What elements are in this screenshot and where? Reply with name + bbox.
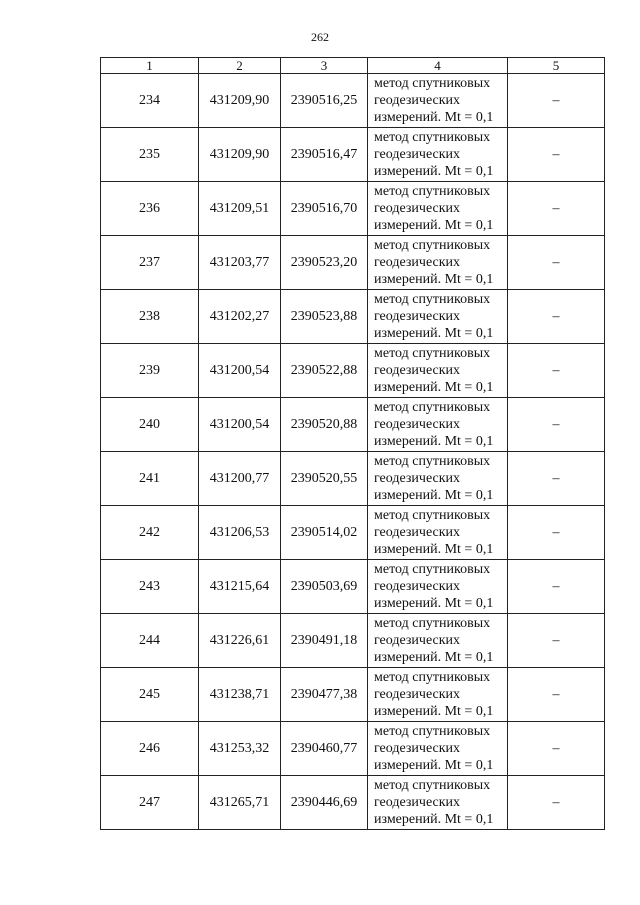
table-row (101, 344, 605, 398)
x-coordinate-cell: 431215,64 (199, 560, 281, 614)
method-line: метод спутниковых (374, 454, 491, 469)
y-coordinate-cell: 2390460,77 (281, 722, 368, 776)
x-coordinate-cell: 431202,27 (199, 290, 281, 344)
method-line: метод спутниковых (374, 724, 491, 739)
method-line: геодезических (374, 417, 461, 432)
method-cell (368, 722, 508, 776)
method-line: метод спутниковых (374, 778, 491, 793)
point-number-cell: 242 (101, 506, 199, 560)
y-coordinate-cell: 2390522,88 (281, 344, 368, 398)
method-line: геодезических (374, 633, 461, 648)
note-cell: – (508, 506, 605, 560)
point-number-cell: 247 (101, 776, 199, 830)
point-number-cell: 234 (101, 74, 199, 128)
table-header (101, 58, 605, 74)
table-row (101, 290, 605, 344)
method-line: геодезических (374, 201, 461, 216)
point-number-cell: 243 (101, 560, 199, 614)
method-line: измерений. Mt = 0,1 (374, 650, 494, 665)
method-line: измерений. Mt = 0,1 (374, 326, 494, 341)
method-line: измерений. Mt = 0,1 (374, 812, 494, 827)
point-number-cell: 241 (101, 452, 199, 506)
method-line: измерений. Mt = 0,1 (374, 110, 494, 125)
note-cell: – (508, 74, 605, 128)
table-row (101, 398, 605, 452)
point-number-cell: 246 (101, 722, 199, 776)
method-line: измерений. Mt = 0,1 (374, 542, 494, 557)
x-coordinate-cell: 431200,54 (199, 344, 281, 398)
method-line: измерений. Mt = 0,1 (374, 164, 494, 179)
table-row (101, 452, 605, 506)
x-coordinate-cell: 431206,53 (199, 506, 281, 560)
note-cell: – (508, 722, 605, 776)
method-line: геодезических (374, 525, 461, 540)
table-row (101, 182, 605, 236)
note-cell: – (508, 236, 605, 290)
method-cell (368, 290, 508, 344)
table-row (101, 560, 605, 614)
note-cell: – (508, 776, 605, 830)
point-number-cell: 239 (101, 344, 199, 398)
method-line: метод спутниковых (374, 292, 491, 307)
y-coordinate-cell: 2390520,55 (281, 452, 368, 506)
y-coordinate-cell: 2390523,88 (281, 290, 368, 344)
header-row (101, 58, 605, 74)
x-coordinate-cell: 431209,90 (199, 128, 281, 182)
method-line: измерений. Mt = 0,1 (374, 434, 494, 449)
method-line: метод спутниковых (374, 76, 491, 91)
y-coordinate-cell: 2390516,70 (281, 182, 368, 236)
y-coordinate-cell: 2390523,20 (281, 236, 368, 290)
x-coordinate-cell: 431203,77 (199, 236, 281, 290)
method-line: метод спутниковых (374, 508, 491, 523)
y-coordinate-cell: 2390491,18 (281, 614, 368, 668)
x-coordinate-cell: 431209,51 (199, 182, 281, 236)
method-line: измерений. Mt = 0,1 (374, 596, 494, 611)
method-line: метод спутниковых (374, 616, 491, 631)
table-row (101, 506, 605, 560)
x-coordinate-cell: 431253,32 (199, 722, 281, 776)
method-line: метод спутниковых (374, 346, 491, 361)
method-line: измерений. Mt = 0,1 (374, 758, 494, 773)
method-line: метод спутниковых (374, 562, 491, 577)
method-cell (368, 236, 508, 290)
method-line: геодезических (374, 795, 461, 810)
point-number-cell: 238 (101, 290, 199, 344)
method-line: геодезических (374, 255, 461, 270)
method-line: геодезических (374, 687, 461, 702)
note-cell: – (508, 344, 605, 398)
method-line: измерений. Mt = 0,1 (374, 218, 494, 233)
note-cell: – (508, 452, 605, 506)
y-coordinate-cell: 2390477,38 (281, 668, 368, 722)
method-line: геодезических (374, 579, 461, 594)
point-number-cell: 245 (101, 668, 199, 722)
note-cell: – (508, 182, 605, 236)
table-row (101, 128, 605, 182)
table-row (101, 236, 605, 290)
method-cell (368, 614, 508, 668)
method-cell (368, 506, 508, 560)
table-body (101, 74, 605, 830)
coordinates-table (100, 57, 605, 830)
method-cell (368, 128, 508, 182)
y-coordinate-cell: 2390503,69 (281, 560, 368, 614)
point-number-cell: 240 (101, 398, 199, 452)
column-header-1: 1 (101, 58, 199, 74)
method-cell (368, 182, 508, 236)
note-cell: – (508, 128, 605, 182)
method-cell (368, 776, 508, 830)
method-line: геодезических (374, 309, 461, 324)
method-line: метод спутниковых (374, 184, 491, 199)
method-line: измерений. Mt = 0,1 (374, 704, 494, 719)
method-line: метод спутниковых (374, 238, 491, 253)
y-coordinate-cell: 2390446,69 (281, 776, 368, 830)
method-line: измерений. Mt = 0,1 (374, 272, 494, 287)
method-line: геодезических (374, 93, 461, 108)
method-line: метод спутниковых (374, 670, 491, 685)
page-number: 262 (311, 30, 329, 44)
x-coordinate-cell: 431209,90 (199, 74, 281, 128)
y-coordinate-cell: 2390516,25 (281, 74, 368, 128)
x-coordinate-cell: 431226,61 (199, 614, 281, 668)
method-line: геодезических (374, 147, 461, 162)
column-header-2: 2 (199, 58, 281, 74)
method-cell (368, 560, 508, 614)
column-header-3: 3 (281, 58, 368, 74)
table-row (101, 776, 605, 830)
y-coordinate-cell: 2390514,02 (281, 506, 368, 560)
method-cell (368, 74, 508, 128)
table-row (101, 668, 605, 722)
method-cell (368, 668, 508, 722)
method-line: метод спутниковых (374, 130, 491, 145)
point-number-cell: 237 (101, 236, 199, 290)
method-line: измерений. Mt = 0,1 (374, 488, 494, 503)
method-cell (368, 398, 508, 452)
method-cell (368, 452, 508, 506)
x-coordinate-cell: 431265,71 (199, 776, 281, 830)
note-cell: – (508, 560, 605, 614)
point-number-cell: 236 (101, 182, 199, 236)
method-cell (368, 344, 508, 398)
method-line: геодезических (374, 363, 461, 378)
y-coordinate-cell: 2390516,47 (281, 128, 368, 182)
table-row (101, 722, 605, 776)
method-line: геодезических (374, 471, 461, 486)
method-line: геодезических (374, 741, 461, 756)
note-cell: – (508, 614, 605, 668)
method-line: метод спутниковых (374, 400, 491, 415)
method-line: измерений. Mt = 0,1 (374, 380, 494, 395)
x-coordinate-cell: 431200,54 (199, 398, 281, 452)
y-coordinate-cell: 2390520,88 (281, 398, 368, 452)
note-cell: – (508, 668, 605, 722)
point-number-cell: 235 (101, 128, 199, 182)
table-row (101, 74, 605, 128)
note-cell: – (508, 290, 605, 344)
x-coordinate-cell: 431238,71 (199, 668, 281, 722)
table-row (101, 614, 605, 668)
point-number-cell: 244 (101, 614, 199, 668)
note-cell: – (508, 398, 605, 452)
x-coordinate-cell: 431200,77 (199, 452, 281, 506)
column-header-4: 4 (368, 58, 508, 74)
column-header-5: 5 (508, 58, 605, 74)
